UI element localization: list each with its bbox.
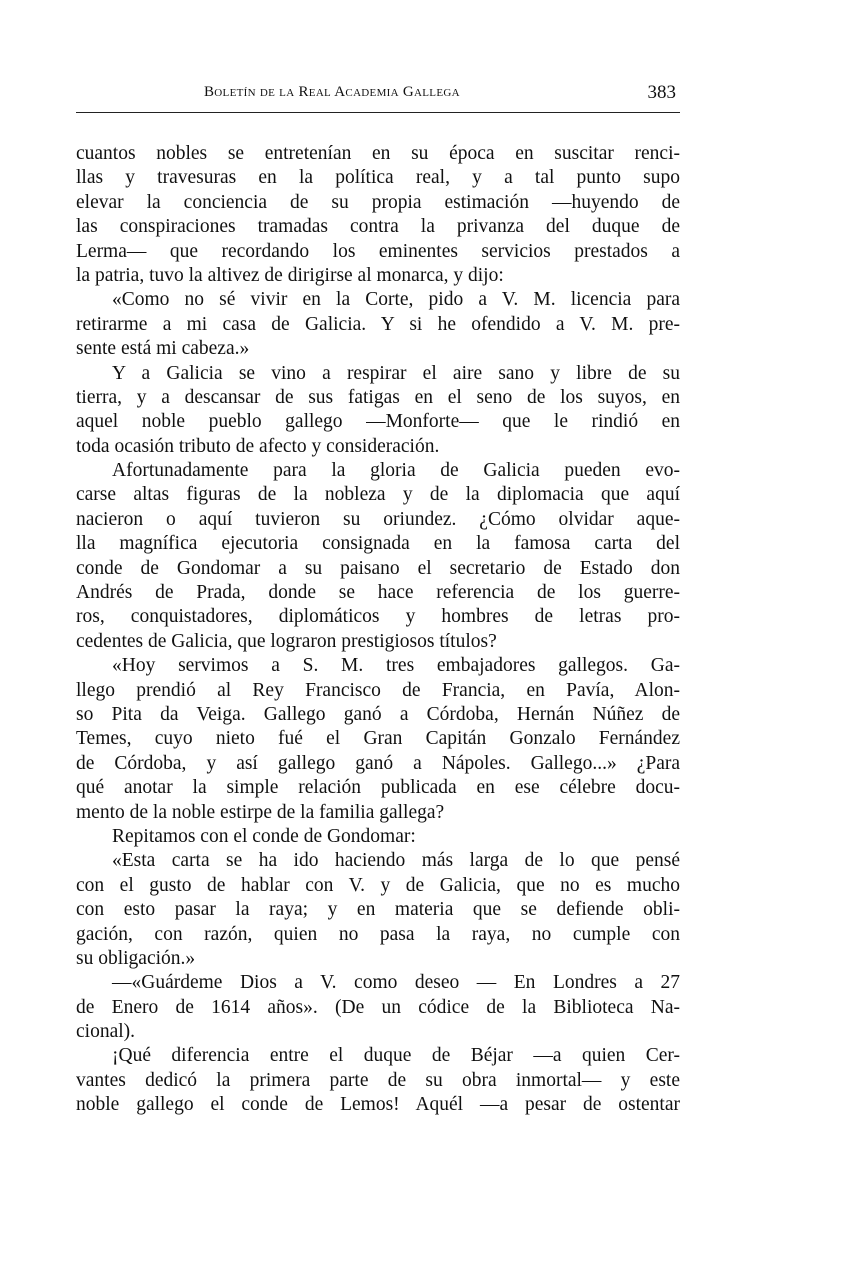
text-line: retirarme a mi casa de Galicia. Y si he ofendido a V. M. pre- (76, 313, 680, 335)
text-line: cedentes de Galicia, que lograron prestigiosos títulos? (76, 630, 497, 652)
text-line: llas y travesuras en la política real, y a tal punto supo (76, 167, 680, 189)
text-line: cional). (76, 1021, 136, 1043)
text-line: las conspiraciones tramadas contra la privanza del duque de (76, 216, 680, 238)
text-line: so Pita da Veiga. Gallego ganó a Córdoba, Hernán Núñez de (76, 703, 680, 725)
text-line: lla magnífica ejecutoria consignada en la famosa carta del (76, 533, 680, 555)
text-line: ¡Qué diferencia entre el duque de Béjar —a quien Cer- (112, 1045, 680, 1067)
text-line: mento de la noble estirpe de la familia gallega? (76, 801, 445, 823)
text-line: Andrés de Prada, donde se hace referencia de los guerre- (76, 582, 680, 604)
text-line: la patria, tuvo la altivez de dirigirse al monarca, y dijo: (76, 264, 504, 286)
text-line: nacieron o aquí tuvieron su oriundez. ¿Cómo olvidar aque- (76, 508, 680, 530)
text-line: con el gusto de hablar con V. y de Galicia, que no es mucho (76, 874, 680, 896)
page-number: 383 (647, 82, 676, 103)
text-line: —«Guárdeme Dios a V. como deseo — En Londres a 27 (112, 972, 680, 994)
running-header (76, 80, 680, 113)
text-line: de Córdoba, y así gallego ganó a Nápoles. Gallego...» ¿Para (76, 752, 680, 774)
text-line: llego prendió al Rey Francisco de Francia, en Pavía, Alon- (76, 679, 680, 701)
text-line: «Hoy servimos a S. M. tres embajadores gallegos. Ga- (112, 655, 680, 677)
text-line: tierra, y a descansar de sus fatigas en el seno de los suyos, en (76, 386, 680, 408)
text-line: de Enero de 1614 años». (De un códice de la Biblioteca Na- (76, 996, 680, 1018)
text-line: Afortunadamente para la gloria de Galicia pueden evo- (112, 460, 680, 482)
text-line: gación, con razón, quien no pasa la raya, no cumple con (76, 923, 680, 945)
text-line: aquel noble pueblo gallego —Monforte— que le rindió en (76, 411, 680, 433)
text-line: ros, conquistadores, diplomáticos y hombres de letras pro- (76, 606, 680, 628)
text-line: Repitamos con el conde de Gondomar: (112, 825, 416, 847)
text-line: cuantos nobles se entretenían en su época en suscitar renci- (76, 143, 680, 164)
text-line: toda ocasión tributo de afecto y consideración. (76, 435, 440, 457)
text-line: vantes dedicó la primera parte de su obra inmortal— y este (76, 1069, 680, 1091)
text-line: noble gallego el conde de Lemos! Aquél —a pesar de ostentar (76, 1094, 680, 1116)
text-line: «Esta carta se ha ido haciendo más larga de lo que pensé (112, 850, 680, 872)
text-line: su obligación.» (76, 947, 196, 969)
text-line: elevar la conciencia de su propia estimación —huyendo de (76, 191, 680, 213)
text-line: Lerma— que recordando los eminentes servicios prestados a (76, 240, 680, 262)
text-line: sente está mi cabeza.» (76, 338, 250, 360)
journal-title: Boletín de la Real Academia Gallega (204, 84, 460, 100)
text-line: «Como no sé vivir en la Corte, pido a V. M. licencia para (112, 289, 680, 311)
text-line: con esto pasar la raya; y en materia que se defiende obli- (76, 899, 680, 921)
text-line: conde de Gondomar a su paisano el secretario de Estado don (76, 557, 680, 579)
body-text (76, 142, 680, 1118)
text-line: carse altas figuras de la nobleza y de la diplomacia que aquí (76, 484, 680, 506)
text-line: Y a Galicia se vino a respirar el aire sano y libre de su (112, 362, 680, 384)
text-line: qué anotar la simple relación publicada en ese célebre docu- (76, 777, 680, 799)
text-line: Temes, cuyo nieto fué el Gran Capitán Gonzalo Fernández (76, 728, 680, 750)
